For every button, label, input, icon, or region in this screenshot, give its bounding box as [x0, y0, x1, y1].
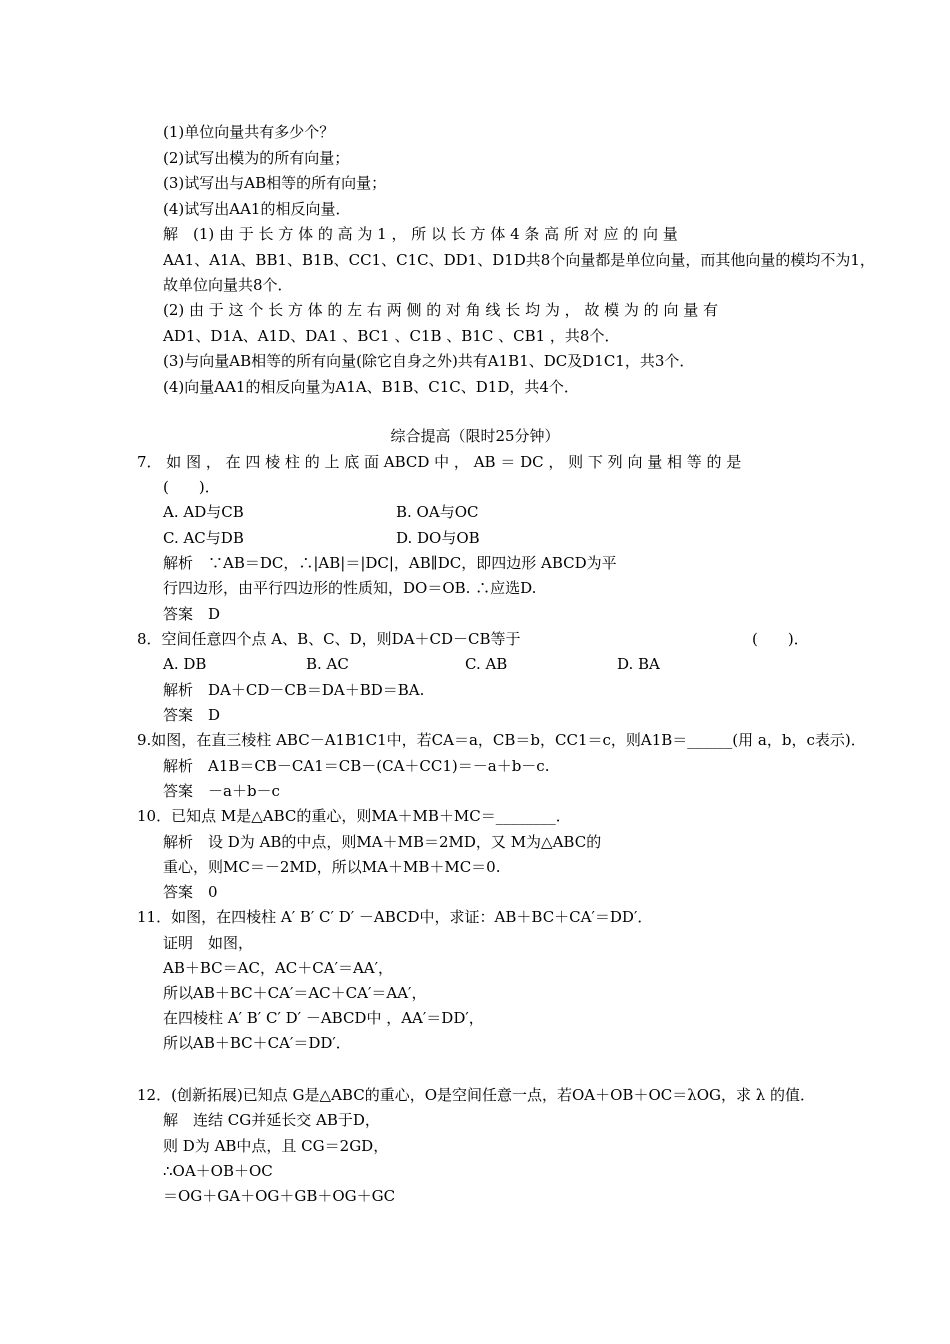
q12-stem: 12．(创新拓展)已知点 G是△ABC的重心，O是空间任意一点，若OA＋OB＋OC＝λOG，求 λ 的值．: [137, 1086, 816, 1104]
q12-solution-1: 解 连结 CG并延长交 AB于D，: [163, 1111, 380, 1129]
q7-option-d: D. DO与OB: [396, 529, 480, 547]
q8-option-b: B. AC: [306, 655, 349, 673]
q7-bracket: ( )．: [163, 478, 220, 496]
q7-option-b: B. OA与OC: [396, 503, 479, 521]
question-3: (3)试写出与AB相等的所有向量；: [163, 174, 387, 192]
q10-analysis-1: 解析 设 D为 AB的中点，则MA＋MB＝2MD，又 M为△ABC的: [163, 833, 602, 851]
solution-2-line-1: (2) 由 于 这 个 长 方 体 的 左 右 两 侧 的 对 角 线 长 均 为 ， 故 模 为 的 向 量 有: [163, 301, 718, 319]
q8-stem: 8．空间任意四个点 A、B、C、D，则DA＋CD－CB等于: [137, 630, 521, 648]
solution-1-line-3: 故单位向量共8个．: [163, 276, 293, 294]
q9-stem: 9.如图，在直三棱柱 ABC－A1B1C1中，若CA＝a，CB＝b，CC1＝c，则A1B＝______(用 a，b，c表示)．: [137, 731, 866, 749]
q11-proof-4: 所以AB＋BC＋CA′＝DD′．: [163, 1034, 351, 1052]
solution-2-line-2: AD1、D1A、A1D、DA1 、BC1 、C1B 、B1C 、CB1 ，共8个．: [163, 327, 620, 345]
q7-stem: 7． 如 图 ， 在 四 棱 柱 的 上 底 面 ABCD 中 ， AB ＝ DC ， 则 下 列 向 量 相 等 的 是: [137, 453, 742, 471]
q8-option-c: C. AB: [465, 655, 508, 673]
section-heading: 综合提高（限时25分钟）: [390, 427, 560, 445]
question-2: (2)试写出模为的所有向量；: [163, 149, 350, 167]
q12-solution-4: ＝OG＋GA＋OG＋GB＋OG＋GC: [163, 1187, 396, 1205]
q9-analysis: 解析 A1B＝CB－CA1＝CB－(CA＋CC1)＝－a＋b－c.: [163, 757, 550, 775]
question-1: (1)单位向量共有多少个？: [163, 123, 335, 141]
solution-1-line-1: 解 (1) 由 于 长 方 体 的 高 为 1 ， 所 以 长 方 体 4 条 高 所 对 应 的 向 量: [163, 225, 678, 243]
q7-analysis-2: 行四边形，由平行四边形的性质知，DO＝OB. ∴应选D.: [163, 579, 537, 597]
q7-option-a: A. AD与CB: [163, 503, 244, 521]
q11-stem: 11．如图，在四棱柱 A′ B′ C′ D′ －ABCD中，求证：AB＋BC＋CA′＝DD′．: [137, 908, 653, 926]
q7-option-c: C. AC与DB: [163, 529, 244, 547]
question-4: (4)试写出AA1的相反向量．: [163, 200, 351, 218]
solution-3: (3)与向量AB相等的所有向量(除它自身之外)共有A1B1、DC及D1C1，共3个．: [163, 352, 695, 370]
solution-4: (4)向量AA1的相反向量为A1A、B1B、C1C、D1D，共4个．: [163, 378, 579, 396]
q12-solution-3: ∴OA＋OB＋OC: [163, 1162, 273, 1180]
solution-1-line-2: AA1、A1A、BB1、B1B、CC1、C1C、DD1、D1D共8个向量都是单位向量，而其他向量的模均不为1，: [163, 251, 875, 269]
q8-option-a: A. DB: [163, 655, 207, 673]
q9-answer: 答案 －a＋b－c: [163, 782, 280, 800]
q10-analysis-2: 重心，则MC＝－2MD，所以MA＋MB＋MC＝0.: [163, 858, 501, 876]
q7-analysis-1: 解析 ∵AB＝DC，∴|AB|＝|DC|，AB∥DC，即四边形 ABCD为平: [163, 554, 617, 572]
q7-answer: 答案 D: [163, 605, 221, 623]
q10-stem: 10．已知点 M是△ABC的重心，则MA＋MB＋MC＝________．: [137, 807, 571, 825]
q10-answer: 答案 0: [163, 883, 218, 901]
q11-proof-0: 证明 如图，: [163, 934, 254, 952]
q11-proof-2: 所以AB＋BC＋CA′＝AC＋CA′＝AA′，: [163, 984, 427, 1002]
q11-proof-1: AB＋BC＝AC，AC＋CA′＝AA′，: [163, 959, 394, 977]
q8-answer: 答案 D: [163, 706, 221, 724]
q11-proof-3: 在四棱柱 A′ B′ C′ D′ －ABCD中 ，AA′＝DD′，: [163, 1009, 484, 1027]
q12-solution-2: 则 D为 AB中点，且 CG＝2GD，: [163, 1137, 389, 1155]
q8-analysis: 解析 DA＋CD－CB＝DA＋BD＝BA.: [163, 681, 425, 699]
q8-bracket: ( )．: [752, 630, 809, 648]
q8-option-d: D. BA: [617, 655, 660, 673]
